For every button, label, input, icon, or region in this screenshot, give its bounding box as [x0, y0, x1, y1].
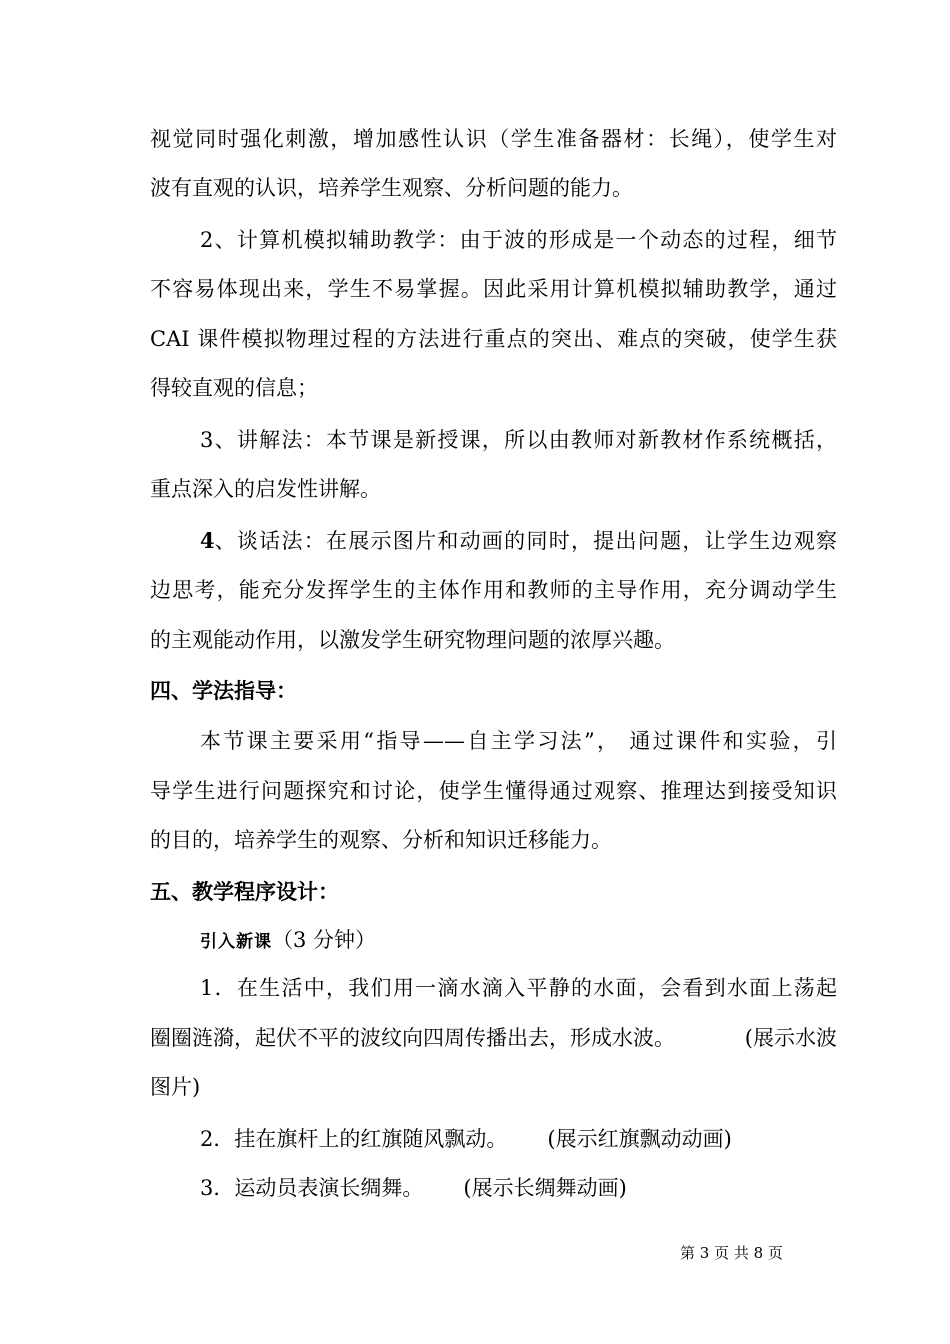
paragraph-line: 1．在生活中，我们用一滴水滴入平静的水面，会看到水面上荡起	[200, 976, 837, 1000]
section-heading: 五、教学程序设计：	[150, 879, 339, 904]
paragraph-line: 边思考，能充分发挥学生的主体作用和教师的主导作用，充分调动学生	[150, 578, 837, 602]
paragraph-line	[200, 1125, 950, 1153]
page-number: 第 3 页 共 8 页	[680, 1244, 783, 1262]
subheading	[200, 926, 950, 956]
paragraph-line	[150, 1024, 837, 1052]
paragraph-line: 不容易体现出来，学生不易掌握。因此采用计算机模拟辅助教学，通过	[150, 277, 837, 301]
paragraph-line: 3、讲解法：本节课是新授课，所以由教师对新教材作系统概括，	[200, 428, 837, 452]
paragraph-line: 的目的，培养学生的观察、分析和知识迁移能力。	[150, 828, 612, 852]
paragraph-line: 波有直观的认识，培养学生观察、分析问题的能力。	[150, 176, 633, 200]
paragraph-line: 视觉同时强化刺激，增加感性认识（学生准备器材：长绳），使学生对	[150, 127, 837, 151]
paragraph-text: 2．挂在旗杆上的红旗随风飘动。	[200, 1127, 508, 1151]
paragraph-line: 图片)	[150, 1075, 201, 1099]
paragraph-line: 的主观能动作用，以激发学生研究物理问题的浓厚兴趣。	[150, 628, 675, 652]
paragraph-text: 3．运动员表演长绸舞。	[200, 1176, 424, 1200]
section-heading: 四、学法指导：	[150, 678, 297, 703]
paragraph-line	[200, 527, 837, 555]
item-number: 4	[200, 528, 215, 553]
paragraph-line: 2、计算机模拟辅助教学：由于波的形成是一个动态的过程，细节	[200, 228, 837, 252]
subheading-title: 引入新课	[200, 932, 272, 952]
paragraph-text: 、谈话法：在展示图片和动画的同时，提出问题，让学生边观察	[214, 529, 837, 553]
paragraph-line: CAI 课件模拟物理过程的方法进行重点的突出、难点的突破，使学生获	[150, 327, 837, 351]
paragraph-line: 重点深入的启发性讲解。	[150, 477, 381, 501]
paragraph-note: (展示水波	[744, 1026, 837, 1050]
paragraph-line: 本节课主要采用“指导——自主学习法”， 通过课件和实验，引	[200, 729, 837, 753]
subheading-duration: （3 分钟）	[272, 928, 377, 952]
paragraph-note: (展示红旗飘动动画)	[547, 1127, 732, 1151]
paragraph-line	[200, 1174, 950, 1202]
paragraph-text: 圈圈涟漪，起伏不平的波纹向四周传播出去，形成水波。	[150, 1026, 675, 1050]
paragraph-line: 得较直观的信息；	[150, 376, 318, 400]
paragraph-note: (展示长绸舞动画)	[463, 1176, 627, 1200]
paragraph-line: 导学生进行问题探究和讨论，使学生懂得通过观察、推理达到接受知识	[150, 779, 837, 803]
